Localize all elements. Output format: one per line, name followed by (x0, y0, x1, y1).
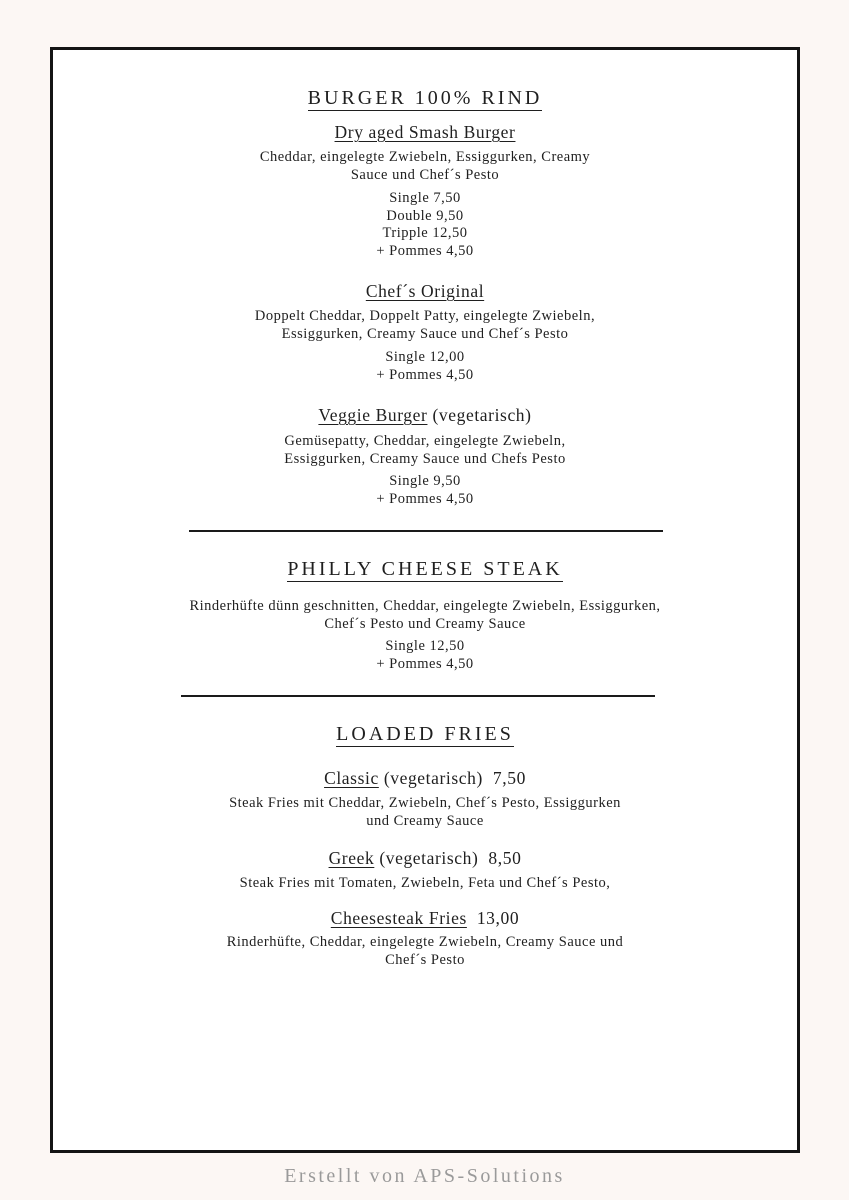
item-desc-smash-burger: Cheddar, eingelegte Zwiebeln, Essiggurken, Creamy Sauce und Chef´s Pesto (259, 149, 591, 183)
item-title-classic: Classic (vegetarisch) 7,50 (324, 768, 526, 788)
section-divider (189, 530, 663, 532)
item-desc-chefs-original: Doppelt Cheddar, Doppelt Patty, eingelegte Zwiebeln, Essiggurken, Creamy Sauce und Chef´s Pesto (254, 308, 596, 342)
item-title-veggie-burger: Veggie Burger (vegetarisch) (318, 405, 532, 425)
menu-page (50, 47, 800, 1153)
item-prices-smash-burger: Single 7,50 Double 9,50 Tripple 12,50 + Pommes 4,50 (376, 190, 474, 259)
item-desc-veggie-burger: Gemüsepatty, Cheddar, eingelegte Zwiebeln, Essiggurken, Creamy Sauce und Chefs Pesto (284, 433, 566, 467)
section-divider (181, 695, 655, 697)
section-title-philly: PHILLY CHEESE STEAK (287, 558, 563, 580)
section-title-loaded-fries: LOADED FRIES (336, 723, 514, 745)
item-title-greek: Greek (vegetarisch) 8,50 (328, 848, 522, 868)
item-prices-philly: Single 12,50 + Pommes 4,50 (376, 638, 474, 672)
item-desc-greek: Steak Fries mit Tomaten, Zwiebeln, Feta und Chef´s Pesto, (239, 875, 611, 891)
item-title-cheesesteak-fries: Cheesesteak Fries 13,00 (330, 908, 520, 928)
item-title-chefs-original: Chef´s Original (365, 281, 485, 301)
item-desc-cheesesteak-fries: Rinderhüfte, Cheddar, eingelegte Zwiebeln, Creamy Sauce und Chef´s Pesto (226, 934, 624, 968)
footer-credit: Erstellt von APS-Solutions (284, 1165, 565, 1187)
item-title-smash-burger: Dry aged Smash Burger (334, 122, 516, 142)
item-desc-classic: Steak Fries mit Cheddar, Zwiebeln, Chef´s Pesto, Essiggurken und Creamy Sauce (229, 795, 621, 829)
section-title-burger: BURGER 100% RIND (307, 87, 543, 109)
item-prices-chefs-original: Single 12,00 + Pommes 4,50 (376, 349, 474, 383)
item-prices-veggie-burger: Single 9,50 + Pommes 4,50 (376, 473, 474, 507)
item-desc-philly: Rinderhüfte dünn geschnitten, Cheddar, eingelegte Zwiebeln, Essiggurken, Chef´s Pesto und Creamy Sauce (189, 598, 661, 632)
